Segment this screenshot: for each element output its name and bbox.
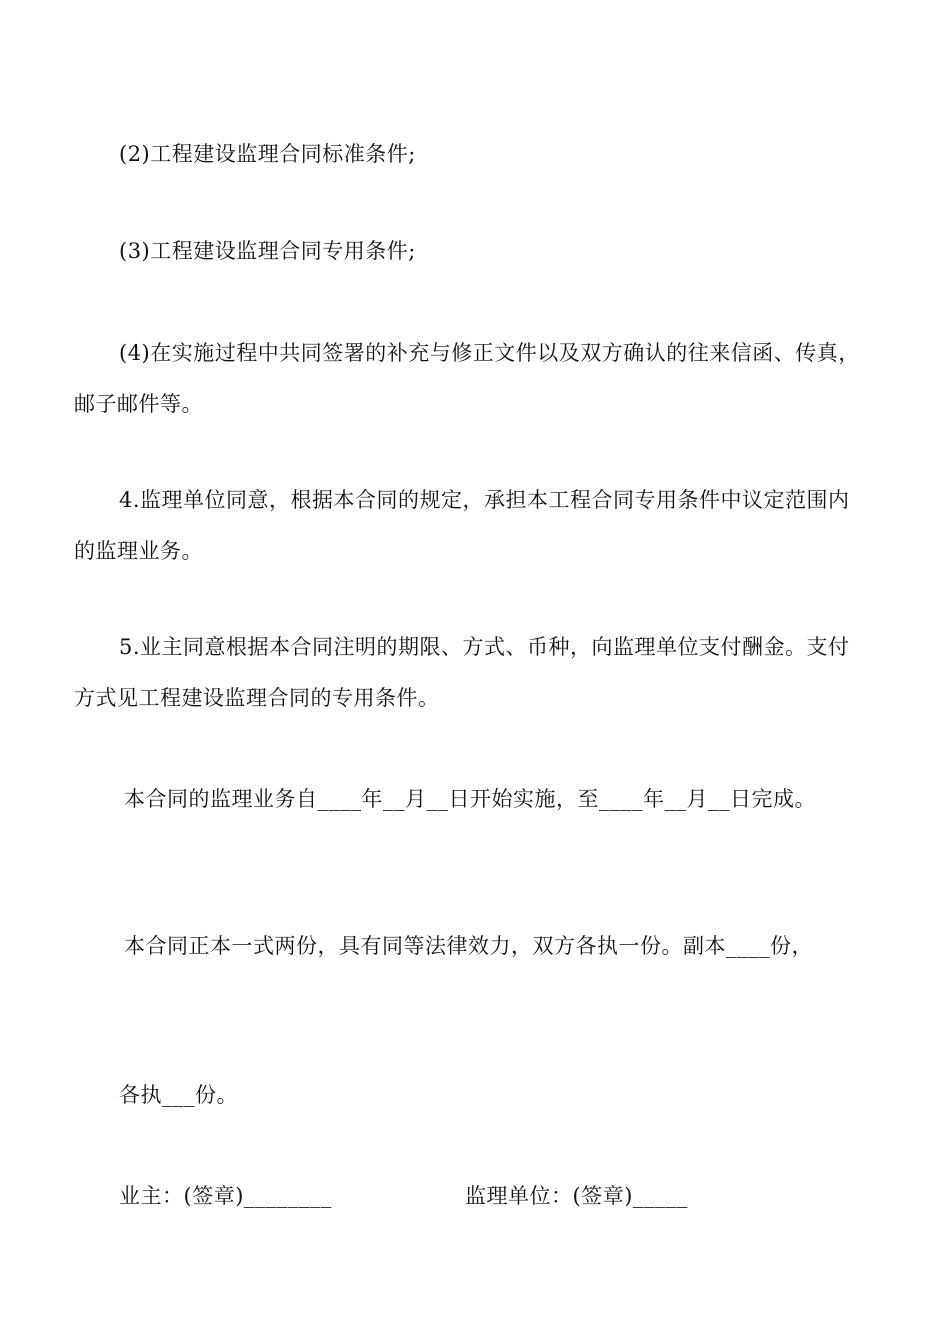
term-text: 本合同的监理业务自____年__月__日开始实施，至____年__月__日完成。: [124, 787, 816, 811]
item-4-text-line1: (4)在实施过程中共同签署的补充与修正文件以及双方确认的往来信函、传真，: [119, 341, 860, 365]
copies-text-line2: 各执___份。: [119, 1083, 238, 1107]
item-4-text-line2: 邮子邮件等。: [74, 392, 203, 416]
item-3-text: (3)工程建设监理合同专用条件;: [119, 239, 416, 263]
clause-4-text-line1: 4.监理单位同意，根据本合同的规定，承担本工程合同专用条件中议定范围内: [119, 488, 850, 512]
clause-4-text-line2: 的监理业务。: [74, 539, 203, 563]
item-2-text: (2)工程建设监理合同标准条件;: [119, 142, 416, 166]
owner-signature-field: 业主：(签章)________: [119, 1184, 332, 1208]
supervisor-signature-field: 监理单位：(签章)_____: [465, 1184, 688, 1208]
clause-5-text-line1: 5.业主同意根据本合同注明的期限、方式、币种，向监理单位支付酬金。支付: [119, 635, 850, 659]
copies-text-line1: 本合同正本一式两份，具有同等法律效力，双方各执一份。副本____份，: [124, 934, 813, 958]
clause-5-text-line2: 方式见工程建设监理合同的专用条件。: [74, 686, 440, 710]
